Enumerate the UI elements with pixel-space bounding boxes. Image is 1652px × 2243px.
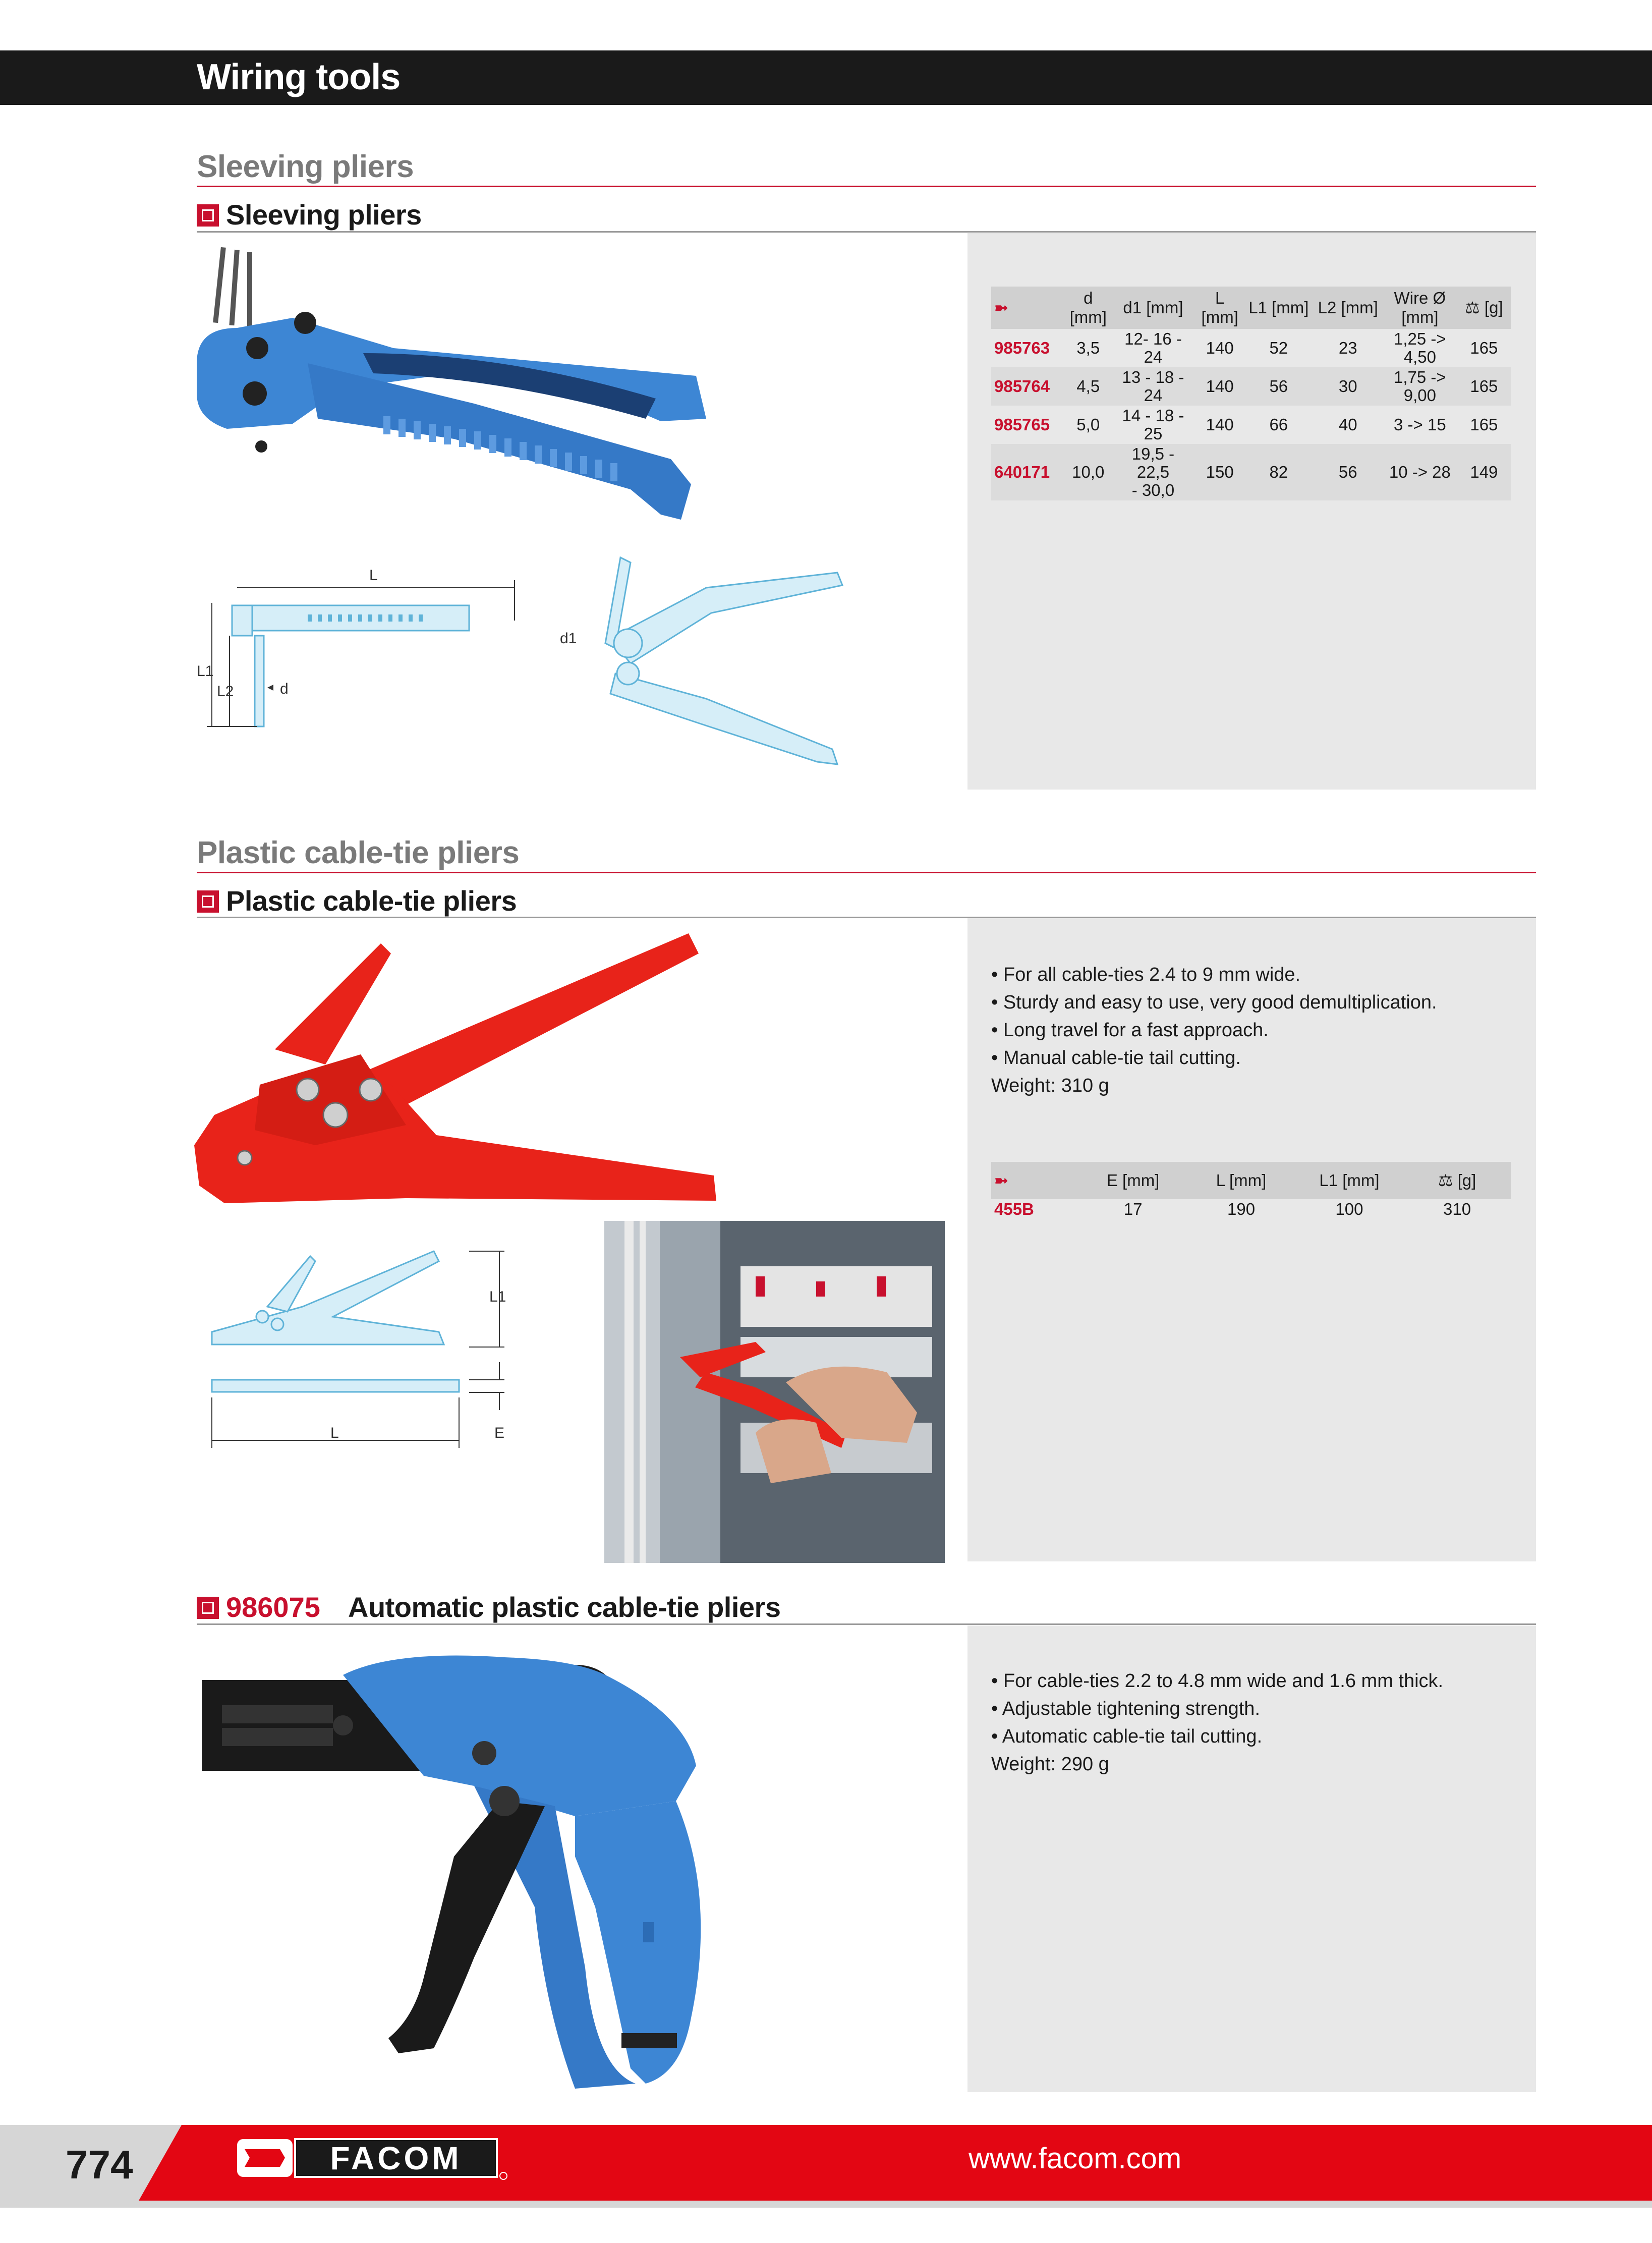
- dim-label-L1: L1: [197, 663, 214, 680]
- cable-tie-spec-table: [991, 1162, 1511, 1219]
- brand-name: FACOM: [330, 2140, 462, 2176]
- cell-weight: 165: [1457, 367, 1511, 406]
- cell-L1: 66: [1269, 415, 1288, 434]
- feature-item: • Long travel for a fast approach.: [991, 1020, 1269, 1041]
- sleeving-dimension-drawing: [192, 560, 535, 737]
- red-square-icon: [197, 890, 219, 913]
- page-title: Wiring tools: [197, 57, 401, 97]
- cell-wire: 10 -> 28: [1383, 444, 1457, 500]
- cell-L: 140: [1195, 367, 1244, 406]
- feature-item: • Adjustable tightening strength.: [991, 1698, 1261, 1719]
- dim-label-L: L: [369, 567, 378, 584]
- col-L: L: [1215, 289, 1225, 307]
- section-heading-cable-tie: Plastic cable-tie pliers: [197, 835, 520, 870]
- cell-L1: 100: [1335, 1200, 1363, 1218]
- cell-d1: 13 - 18 - 24: [1111, 367, 1196, 406]
- col-wire-unit: [mm]: [1401, 308, 1439, 326]
- feature-item: • Manual cable-tie tail cutting.: [991, 1047, 1241, 1069]
- cell-L2: 40: [1338, 415, 1357, 434]
- footer-strip: [0, 2201, 1652, 2208]
- cell-L: 140: [1206, 415, 1234, 434]
- subheading-automatic: Automatic plastic cable-tie pliers: [348, 1591, 781, 1623]
- table-row: [991, 329, 1511, 367]
- col-wire: Wire Ø: [1394, 289, 1446, 307]
- reference-arrow-icon: ➼: [994, 298, 1008, 317]
- reference-arrow-icon: ➼: [994, 1171, 1008, 1190]
- col-L1: L1 [mm]: [1244, 287, 1313, 329]
- subheading-sleeving: Sleeving pliers: [226, 199, 422, 231]
- subheading-cable-tie: Plastic cable-tie pliers: [226, 885, 517, 917]
- cell-d1: 19,5 - 22,5: [1131, 444, 1175, 481]
- cell-L1: 52: [1269, 339, 1288, 357]
- weight-text: Weight: 310 g: [991, 1075, 1109, 1096]
- cell-d: 3,5: [1076, 339, 1100, 357]
- cell-weight: 165: [1470, 339, 1498, 357]
- ref-code: 455B: [994, 1200, 1034, 1218]
- section-heading-sleeving: Sleeving pliers: [197, 149, 414, 184]
- subheading-rule: [197, 231, 1536, 233]
- feature-item: • For all cable-ties 2.4 to 9 mm wide.: [991, 964, 1301, 985]
- cell-d: 10,0: [1066, 444, 1111, 500]
- dim-label-d: d: [280, 681, 289, 697]
- cell-d1-2: - 30,0: [1131, 481, 1175, 499]
- cell-L1: 82: [1244, 444, 1313, 500]
- page-number: 774: [66, 2142, 133, 2187]
- table-row: [991, 406, 1511, 444]
- cell-d1: 14 - 18 - 25: [1122, 406, 1184, 443]
- subheading-rule: [197, 1623, 1536, 1625]
- dim-label-L: L: [330, 1425, 339, 1441]
- col-weight: [g]: [1484, 298, 1503, 317]
- website-url[interactable]: www.facom.com: [969, 2142, 1182, 2175]
- dim-label-E: E: [494, 1425, 505, 1441]
- feature-item: • Sturdy and easy to use, very good demultiplication.: [991, 992, 1437, 1013]
- col-L2: L2 [mm]: [1314, 287, 1383, 329]
- table-row: [991, 444, 1511, 500]
- cable-tie-in-use-photo: [604, 1221, 945, 1563]
- cell-L2: 23: [1338, 339, 1357, 357]
- cell-L: 140: [1206, 339, 1234, 357]
- col-d1: d1 [mm]: [1111, 287, 1196, 329]
- dim-label-L1: L1: [489, 1288, 506, 1305]
- cell-weight: 310: [1443, 1200, 1471, 1218]
- product-code: 986075: [226, 1591, 320, 1623]
- ref-code: 985765: [994, 415, 1050, 434]
- col-L-unit: [mm]: [1201, 308, 1238, 326]
- cell-L2: 56: [1314, 444, 1383, 500]
- automatic-features: [991, 1667, 1443, 1778]
- col-d: d: [1084, 289, 1093, 307]
- feature-item: • Automatic cable-tie tail cutting.: [991, 1726, 1263, 1747]
- ref-code: 985764: [991, 367, 1066, 406]
- table-row: [991, 1199, 1511, 1219]
- dim-label-d1: d1: [560, 630, 577, 647]
- cell-L1: 56: [1244, 367, 1313, 406]
- ref-code: 985763: [994, 339, 1050, 357]
- cell-L2: 30: [1314, 367, 1383, 406]
- cell-L: 190: [1227, 1200, 1256, 1218]
- cell-weight: 149: [1457, 444, 1511, 500]
- cell-d: 5,0: [1076, 415, 1100, 434]
- section-rule: [197, 186, 1536, 187]
- col-weight: [g]: [1457, 1171, 1476, 1190]
- col-E: E [mm]: [1079, 1162, 1187, 1199]
- automatic-cable-tie-pliers-image: [192, 1655, 736, 2089]
- dim-label-L2: L2: [217, 683, 234, 700]
- ref-code: 640171: [991, 444, 1066, 500]
- section-rule: [197, 872, 1536, 873]
- cell-wire: 1,75 ->: [1394, 368, 1446, 386]
- feature-item: • For cable-ties 2.2 to 4.8 mm wide and 1.6 mm thick.: [991, 1670, 1444, 1692]
- red-square-icon: [197, 204, 219, 227]
- col-L: L [mm]: [1187, 1162, 1295, 1199]
- cell-E: 17: [1123, 1200, 1143, 1218]
- sleeving-open-drawing: [555, 547, 847, 769]
- cell-d1: 12- 16 - 24: [1124, 329, 1182, 366]
- cable-tie-features: [991, 961, 1437, 1100]
- cell-d: 4,5: [1066, 367, 1111, 406]
- cable-tie-dimension-drawing: [202, 1236, 525, 1453]
- weight-text: Weight: 290 g: [991, 1754, 1109, 1775]
- table-row: [991, 367, 1511, 406]
- col-d-unit: [mm]: [1069, 308, 1107, 326]
- sleeving-pliers-image: [192, 247, 706, 530]
- weight-scale-icon: ⚖: [1465, 298, 1480, 317]
- weight-scale-icon: ⚖: [1438, 1171, 1453, 1190]
- cell-wire-2: 4,50: [1403, 348, 1436, 366]
- cable-tie-pliers-image: [194, 933, 724, 1206]
- red-square-icon: [197, 1597, 219, 1619]
- cell-wire-2: 9,00: [1403, 386, 1436, 405]
- facom-logo: [237, 2137, 509, 2182]
- cell-wire: 3 -> 15: [1394, 415, 1446, 434]
- sleeving-spec-table: [991, 287, 1511, 500]
- cell-weight: 165: [1470, 415, 1498, 434]
- col-L1: L1 [mm]: [1295, 1162, 1403, 1199]
- cell-wire: 1,25 ->: [1394, 329, 1446, 348]
- cell-L: 150: [1195, 444, 1244, 500]
